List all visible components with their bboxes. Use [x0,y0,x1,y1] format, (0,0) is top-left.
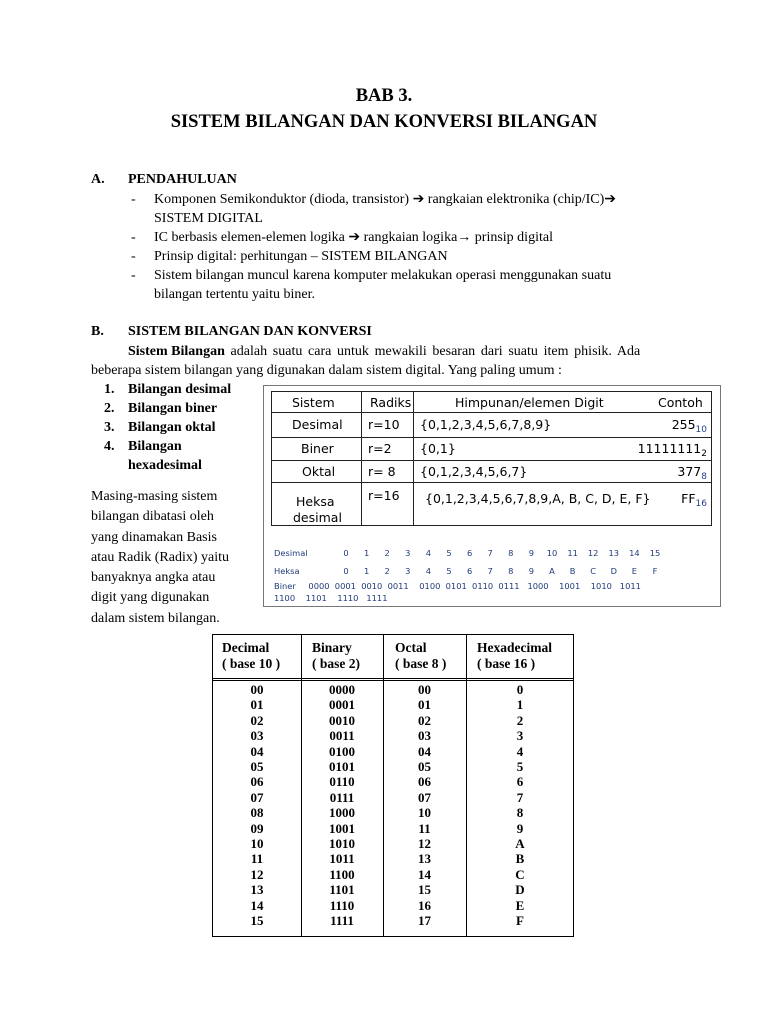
table-cell: 14 [418,866,431,882]
header-octal [395,640,446,672]
map-digit: 7 [487,566,493,576]
list-number: 1. [104,382,115,397]
table-cell: 1000 [329,805,355,821]
column-decimal [213,682,301,929]
table-cell: D [515,882,525,898]
bullet-text: SISTEM DIGITAL [154,211,263,226]
list-number: 4. [104,439,115,454]
map-digit: F [652,566,658,576]
table-cell: 00 [418,682,431,697]
map-digit: 13 [608,548,620,558]
row-contoh [677,464,707,482]
map-digit: 9 [528,566,535,576]
paragraph-line: yang dinamakan Basis [91,529,217,545]
row-radiks: r=16 [368,488,400,503]
number-systems-table [271,391,712,526]
table-cell: 1110 [329,897,355,913]
number-systems-figure [263,385,721,607]
table-cell: 01 [418,697,431,713]
map-digit: 8 [508,548,514,558]
header-name: Decimal [222,640,270,655]
table-cell: 6 [516,774,524,790]
list-number: 2. [104,401,115,416]
row-digits: {0,1,2,3,4,5,6,7,8,9} [420,417,552,432]
intro-line-1 [128,342,694,361]
header-base: ( base 10 ) [222,656,281,671]
table-cell: E [515,897,525,913]
digit-map-desimal [274,548,714,560]
table-cell: 4 [516,743,524,759]
table-cell: 03 [250,728,264,744]
list-item: Bilangan biner [128,401,218,416]
table-cell: 1001 [329,820,355,836]
map-digit: 12 [587,548,599,558]
row-contoh [681,491,707,509]
contoh-value: 377 [677,464,702,479]
header-name: Binary [312,640,352,655]
header-digits: Himpunan/elemen Digit [455,395,604,410]
list-item: hexadesimal [128,458,202,473]
table-cell: 05 [418,759,431,775]
map-digit: B [569,566,576,576]
list-item: Bilangan oktal [128,420,216,435]
row-radiks: r=10 [368,417,400,432]
section-b-title: SISTEM BILANGAN DAN KONVERSI [128,324,372,339]
map-digit: C [590,566,597,576]
table-cell: 04 [250,743,264,759]
table-cell: 0010 [329,712,355,728]
table-cell: 17 [418,913,431,929]
map-digit: 0 [343,566,349,576]
table-cell: 15 [418,882,431,898]
paragraph-line: bilangan dibatasi oleh [91,509,214,525]
table-cell: 13 [418,851,431,867]
bullet-dash: - [131,249,136,264]
radix-paragraph [91,487,229,629]
table-cell: 8 [516,805,524,821]
table-cell: 3 [516,728,524,744]
row-contoh [672,417,707,435]
header-hex [477,640,552,672]
digit-map-biner-cont: 1100 1101 1110 1111 [274,593,388,603]
table-cell: 02 [250,712,264,728]
map-digit: 11 [567,548,578,558]
table-cell: 09 [250,820,264,836]
table-cell: 1101 [329,882,355,898]
row-digits: {0,1,2,3,4,5,6,7} [420,464,528,479]
map-digit: 1 [363,566,370,576]
row-sistem: Oktal [302,464,336,479]
section-a-letter: A. [91,172,105,187]
intro-line-2: beberapa sistem bilangan yang digunakan dalam sistem digital. Yang paling umum : [91,363,562,378]
table-cell: 0001 [329,697,355,713]
map-digit: 4 [425,566,432,576]
contoh-value: FF [681,491,696,506]
map-digit: 5 [446,566,452,576]
table-cell: 9 [516,820,524,836]
table-cell: 07 [418,789,431,805]
map-digit: 3 [405,548,411,558]
map-label: Biner [274,581,296,591]
map-digit: 0 [343,548,349,558]
table-cell: A [515,836,525,852]
chapter-number: BAB 3. [355,86,413,106]
table-cell: 0011 [329,728,355,744]
header-binary [312,640,360,672]
table-cell: 1100 [329,866,355,882]
table-cell: 0 [516,682,524,697]
table-cell: 03 [418,728,431,744]
map-digit: 8 [508,566,514,576]
header-name: Hexadecimal [477,640,552,655]
table-cell: 13 [250,882,264,898]
contoh-value: 11111111 [637,441,702,456]
contoh-base: 2 [701,449,707,459]
map-digit: 7 [487,548,493,558]
list-item: Bilangan [128,439,182,454]
chapter-title: SISTEM BILANGAN DAN KONVERSI BILANGAN [170,112,598,132]
map-digit: 6 [466,566,473,576]
table-cell: B [515,851,525,867]
header-contoh: Contoh [658,395,703,410]
table-cell: 07 [250,789,264,805]
bullet-dash: - [131,268,136,283]
table-cell: 1 [516,697,524,713]
bullet-text: Komponen Semikonduktor (dioda, transistor) ➔ rangkaian elektronika (chip/IC)➔ [154,192,617,207]
header-sistem: Sistem [292,395,335,410]
bullet-text: IC berbasis elemen-elemen logika ➔ rangkaian logika→ prinsip digital [154,230,553,245]
table-cell: 10 [250,836,264,852]
contoh-base: 16 [695,499,707,509]
table-cell: 0111 [329,789,355,805]
table-cell: 5 [516,759,524,775]
digit-map-heksa [274,566,714,578]
map-digit: A [549,566,555,576]
table-cell: 11 [418,820,431,836]
map-digit: 3 [405,566,411,576]
map-digit: 6 [466,548,473,558]
table-cell: 14 [250,897,264,913]
row-sistem: Desimal [292,417,343,432]
table-cell: 16 [418,897,431,913]
map-digit: D [610,566,617,576]
header-base: ( base 8 ) [395,656,447,671]
digit-map-biner [274,581,641,591]
table-cell: 02 [418,712,431,728]
table-row-line [272,412,711,413]
paragraph-line: atau Radik (Radix) yaitu [91,549,230,565]
table-cell: 06 [250,774,264,790]
table-cell: 12 [418,836,431,852]
contoh-value: 255 [671,417,696,432]
bullet-text: Sistem bilangan muncul karena komputer melakukan operasi menggunakan suatu [154,268,612,283]
row-radiks: r= 8 [368,464,396,479]
map-digit: 14 [629,548,640,558]
map-digit: 4 [425,548,432,558]
map-label: Heksa [274,566,300,576]
column-hex [466,682,574,929]
paragraph-line: Masing-masing sistem [91,489,218,504]
table-cell: 15 [250,913,264,929]
table-cell: 0100 [329,743,355,759]
table-cell: F [516,913,524,929]
table-cell: 0101 [329,759,355,775]
paragraph-line: dalam sistem bilangan. [91,610,220,626]
table-cell: 1111 [330,913,354,929]
paragraph-line: banyaknya angka atau [91,570,216,586]
table-cell: C [515,866,525,882]
row-contoh [638,441,707,459]
table-cell: 08 [250,805,264,821]
map-digit: 2 [384,566,390,576]
header-decimal [222,640,280,672]
list-number: 3. [104,420,115,435]
list-item: Bilangan desimal [128,382,232,397]
map-digit: 5 [446,548,452,558]
map-digit: E [631,566,638,576]
map-label: Desimal [274,548,308,558]
header-base: ( base 16 ) [477,656,536,671]
header-divider [213,678,573,679]
header-base: ( base 2) [312,656,360,671]
table-cell: 10 [418,805,431,821]
header-radiks: Radiks [370,395,412,410]
contoh-base: 10 [695,425,707,435]
map-digit: 9 [528,548,535,558]
map-digit: 2 [384,548,390,558]
map-digit: 10 [546,548,558,558]
table-row-line [272,437,711,438]
intro-rest: adalah suatu cara untuk mewakili besaran dari suatu item phisik. Ada [224,344,641,359]
table-cell: 11 [250,851,264,867]
table-cell: 01 [250,697,264,713]
table-cell: 04 [418,743,431,759]
table-cell: 05 [250,759,264,775]
table-cell: 2 [516,712,524,728]
table-cell: 00 [250,682,264,697]
column-octal [383,682,466,929]
row-sistem-line2: desimal [293,510,342,525]
paragraph-line: digit yang digunakan [91,590,210,606]
table-cell: 12 [250,866,264,882]
contoh-base: 8 [701,472,707,482]
bullet-text: Prinsip digital: perhitungan – SISTEM BILANGAN [154,249,448,264]
map-biner-values: 0000 0001 0010 0011 0100 0101 0110 0111 1000 1001 1010 1011 [308,581,641,591]
table-cell: 0110 [329,774,355,790]
table-cell: 7 [516,789,524,805]
bullet-dash: - [131,230,136,245]
row-sistem: Heksa [296,494,335,509]
bullet-dash: - [131,192,136,207]
section-b-letter: B. [91,324,104,339]
table-cell: 0000 [329,682,355,697]
map-digit: 15 [649,548,661,558]
row-digits: {0,1} [420,441,456,456]
section-a-title: PENDAHULUAN [128,172,237,187]
table-cell: 1011 [329,851,355,867]
table-cell: 06 [418,774,431,790]
table-row-line [272,460,711,461]
header-name: Octal [395,640,427,655]
row-sistem: Biner [301,441,334,456]
header-divider [213,680,573,681]
conversion-table [212,634,574,937]
table-row-line [272,482,711,483]
map-digit: 1 [363,548,370,558]
table-cell: 1010 [329,836,355,852]
intro-term: Sistem Bilangan [128,344,225,359]
row-radiks: r=2 [368,441,392,456]
bullet-text: bilangan tertentu yaitu biner. [154,287,315,302]
row-digits: {0,1,2,3,4,5,6,7,8,9,A, B, C, D, E, F} [425,491,651,506]
column-binary [301,682,383,929]
